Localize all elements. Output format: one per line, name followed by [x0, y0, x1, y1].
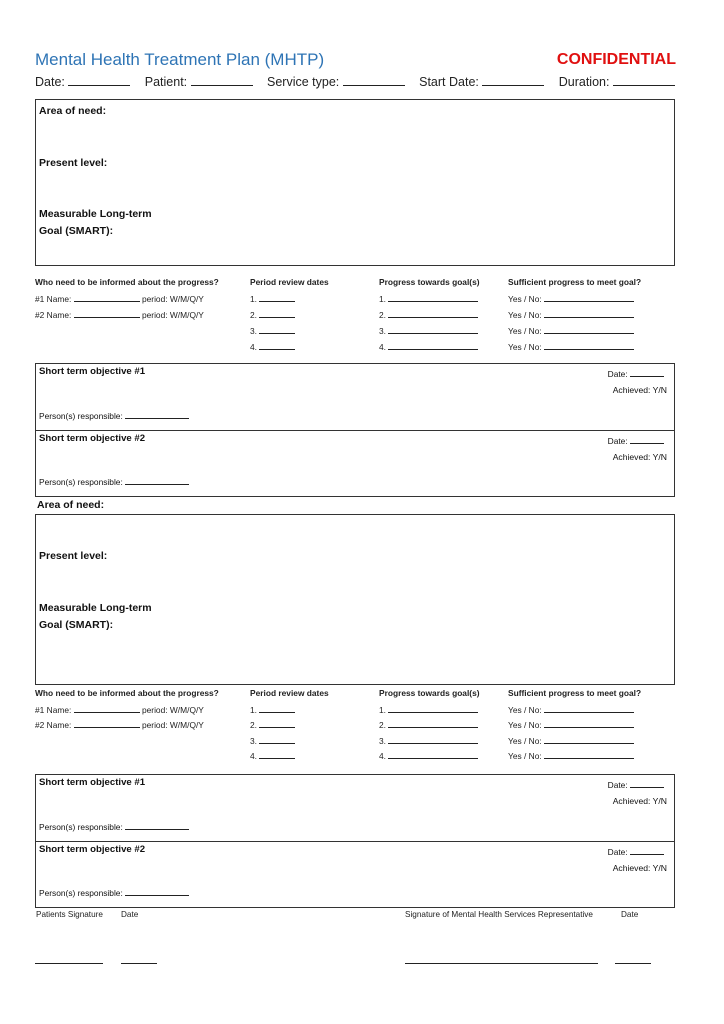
period-review-header-2: Period review dates	[250, 688, 329, 698]
objectives-box-1	[35, 363, 675, 497]
progress-goal-2-3[interactable]: 3.	[379, 735, 478, 746]
progress-goal-2-1[interactable]: 1.	[379, 704, 478, 715]
rep-signature-label: Signature of Mental Health Services Representative	[405, 910, 593, 919]
name-2-field-2[interactable]: #2 Name: period: W/M/Q/Y	[35, 720, 204, 730]
rep-date-label: Date	[621, 910, 639, 919]
goal-label-line1: Measurable Long-term	[39, 208, 152, 220]
progress-towards-header: Progress towards goal(s)	[379, 277, 480, 287]
review-date-2-3[interactable]: 3.	[250, 735, 295, 746]
present-level-label: Present level:	[39, 157, 108, 169]
sufficient-progress-header-2: Sufficient progress to meet goal?	[508, 688, 642, 698]
objective-2-2-title: Short term objective #2	[39, 844, 146, 855]
sufficient-4[interactable]: Yes / No:	[508, 341, 634, 352]
page-title: Mental Health Treatment Plan (MHTP)	[35, 50, 325, 69]
header-fields	[35, 74, 675, 89]
goal-box-2[interactable]	[35, 514, 675, 685]
progress-goal-3[interactable]: 3.	[379, 325, 478, 336]
name-1-field[interactable]: #1 Name: period: W/M/Q/Y	[35, 294, 204, 304]
rep-date-line[interactable]	[615, 963, 651, 964]
goal-box-1[interactable]	[35, 99, 675, 266]
objective-1-block[interactable]	[36, 364, 674, 431]
objective-2-2-achieved[interactable]: Achieved: Y/N	[612, 863, 667, 873]
objective-2-title: Short term objective #2	[39, 433, 146, 444]
sufficient-progress-header: Sufficient progress to meet goal?	[508, 277, 642, 287]
objective-2-responsible[interactable]: Person(s) responsible:	[39, 476, 189, 487]
objective-2-1-achieved[interactable]: Achieved: Y/N	[612, 796, 667, 806]
service-type-field[interactable]: Service type:	[267, 74, 405, 89]
objective-2-1-block[interactable]	[36, 775, 674, 842]
progress-goal-2-4[interactable]: 4.	[379, 750, 478, 761]
who-informed-header-2: Who need to be informed about the progress?	[35, 688, 219, 698]
objective-2-2-responsible[interactable]: Person(s) responsible:	[39, 887, 189, 898]
objective-2-2-block[interactable]	[36, 842, 674, 908]
sufficient-2-1[interactable]: Yes / No:	[508, 704, 634, 715]
goal-2-label-line1: Measurable Long-term	[39, 602, 152, 614]
present-level-2-label: Present level:	[39, 550, 108, 562]
objective-2-achieved[interactable]: Achieved: Y/N	[612, 452, 667, 462]
patient-signature-label: Patients Signature	[36, 910, 103, 919]
area-of-need-label: Area of need:	[39, 105, 107, 117]
progress-goal-1[interactable]: 1.	[379, 293, 478, 304]
review-date-4[interactable]: 4.	[250, 341, 295, 352]
area-of-need-2-label: Area of need:	[37, 499, 105, 511]
patient-field[interactable]: Patient:	[145, 74, 253, 89]
goal-label-line2: Goal (SMART):	[39, 225, 114, 237]
rep-signature-line[interactable]	[405, 963, 598, 964]
progress-towards-header-2: Progress towards goal(s)	[379, 688, 480, 698]
patient-signature-line[interactable]	[35, 963, 103, 964]
sufficient-2-3[interactable]: Yes / No:	[508, 735, 634, 746]
objective-2-1-title: Short term objective #1	[39, 777, 146, 788]
review-date-2[interactable]: 2.	[250, 309, 295, 320]
goal-2-label-line2: Goal (SMART):	[39, 619, 114, 631]
objective-2-2-date[interactable]: Date:	[608, 846, 664, 857]
review-date-2-2[interactable]: 2.	[250, 719, 295, 730]
confidential-label: CONFIDENTIAL	[556, 51, 676, 68]
objective-2-date[interactable]: Date:	[608, 435, 664, 446]
review-date-3[interactable]: 3.	[250, 325, 295, 336]
patient-date-line[interactable]	[121, 963, 157, 964]
objective-1-date[interactable]: Date:	[608, 368, 664, 379]
duration-field[interactable]: Duration:	[559, 74, 675, 89]
sufficient-3[interactable]: Yes / No:	[508, 325, 634, 336]
sufficient-2-2[interactable]: Yes / No:	[508, 719, 634, 730]
objective-1-responsible[interactable]: Person(s) responsible:	[39, 410, 189, 421]
objectives-box-2	[35, 774, 675, 908]
review-date-2-1[interactable]: 1.	[250, 704, 295, 715]
progress-goal-2-2[interactable]: 2.	[379, 719, 478, 730]
patient-date-label: Date	[121, 910, 139, 919]
name-1-field-2[interactable]: #1 Name: period: W/M/Q/Y	[35, 705, 204, 715]
objective-1-title: Short term objective #1	[39, 366, 146, 377]
date-field[interactable]: Date:	[35, 74, 130, 89]
objective-2-1-responsible[interactable]: Person(s) responsible:	[39, 821, 189, 832]
start-date-field[interactable]: Start Date:	[419, 74, 544, 89]
sufficient-2[interactable]: Yes / No:	[508, 309, 634, 320]
sufficient-1[interactable]: Yes / No:	[508, 293, 634, 304]
progress-table-1	[35, 277, 675, 352]
progress-goal-2[interactable]: 2.	[379, 309, 478, 320]
progress-table-2	[35, 688, 675, 763]
review-date-2-4[interactable]: 4.	[250, 750, 295, 761]
objective-1-achieved[interactable]: Achieved: Y/N	[612, 385, 667, 395]
who-informed-header: Who need to be informed about the progress?	[35, 277, 219, 287]
review-date-1[interactable]: 1.	[250, 293, 295, 304]
objective-2-block[interactable]	[36, 431, 674, 497]
objective-2-1-date[interactable]: Date:	[608, 779, 664, 790]
name-2-field[interactable]: #2 Name: period: W/M/Q/Y	[35, 310, 204, 320]
sufficient-2-4[interactable]: Yes / No:	[508, 750, 634, 761]
period-review-header: Period review dates	[250, 277, 329, 287]
progress-goal-4[interactable]: 4.	[379, 341, 478, 352]
